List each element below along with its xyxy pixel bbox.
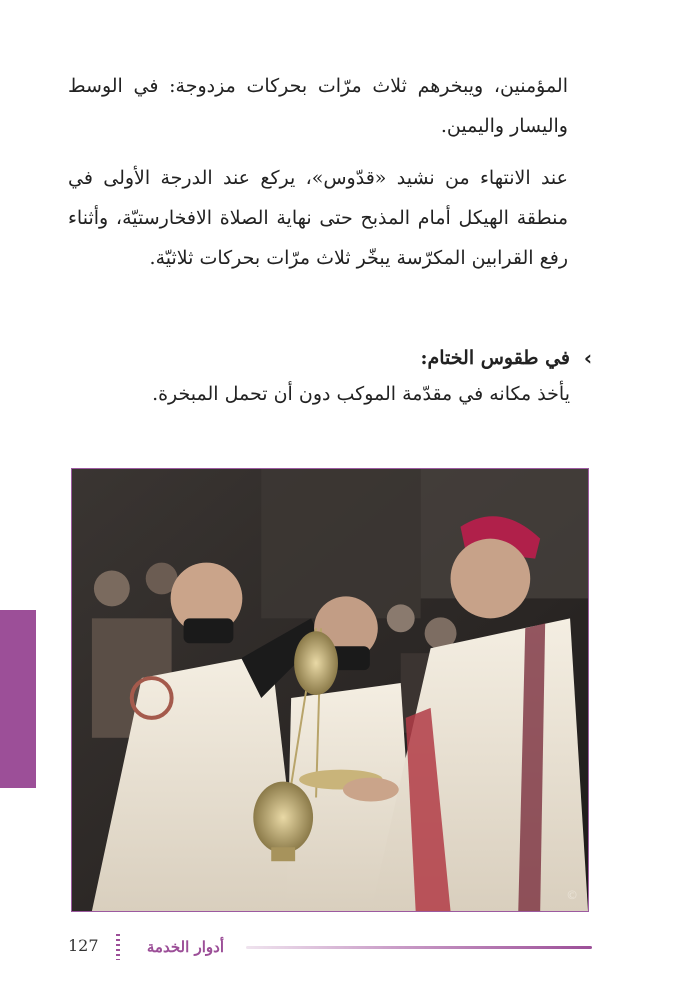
section-body-text: يأخذ مكانه في مقدّمة الموكب دون أن تحمل المبخرة. — [152, 383, 570, 405]
paragraph-2: عند الانتهاء من نشيد «قدّوس»، يركع عند الدرجة الأولى في منطقة الهيكل أمام المذبح حتى نهاية الصلاة الافخارستيّة، وأثناء رفع القرابين المكرّسة يبخّر ثلاث مرّات بحركات ثلاثيّة. — [68, 167, 568, 269]
chapter-side-tab — [0, 610, 36, 788]
footer-dotted-divider — [116, 934, 120, 960]
running-footer-title: أدوار الخدمة — [146, 938, 224, 956]
section-heading-text: في طقوس الختام: — [420, 347, 570, 369]
paragraph-1: المؤمنين، ويبخرهم ثلاث مرّات بحركات مزدوجة: في الوسط واليسار واليمين. — [68, 75, 568, 137]
footer-rule — [246, 946, 592, 949]
liturgy-photo — [71, 468, 589, 912]
section-heading — [90, 342, 596, 374]
chevron-left-icon: › — [583, 346, 593, 370]
copyright-mark: © — [566, 888, 579, 903]
closing-rites-section — [90, 342, 596, 414]
incense-ceremony-illustration — [72, 469, 588, 911]
page-number: 127 — [68, 936, 99, 955]
